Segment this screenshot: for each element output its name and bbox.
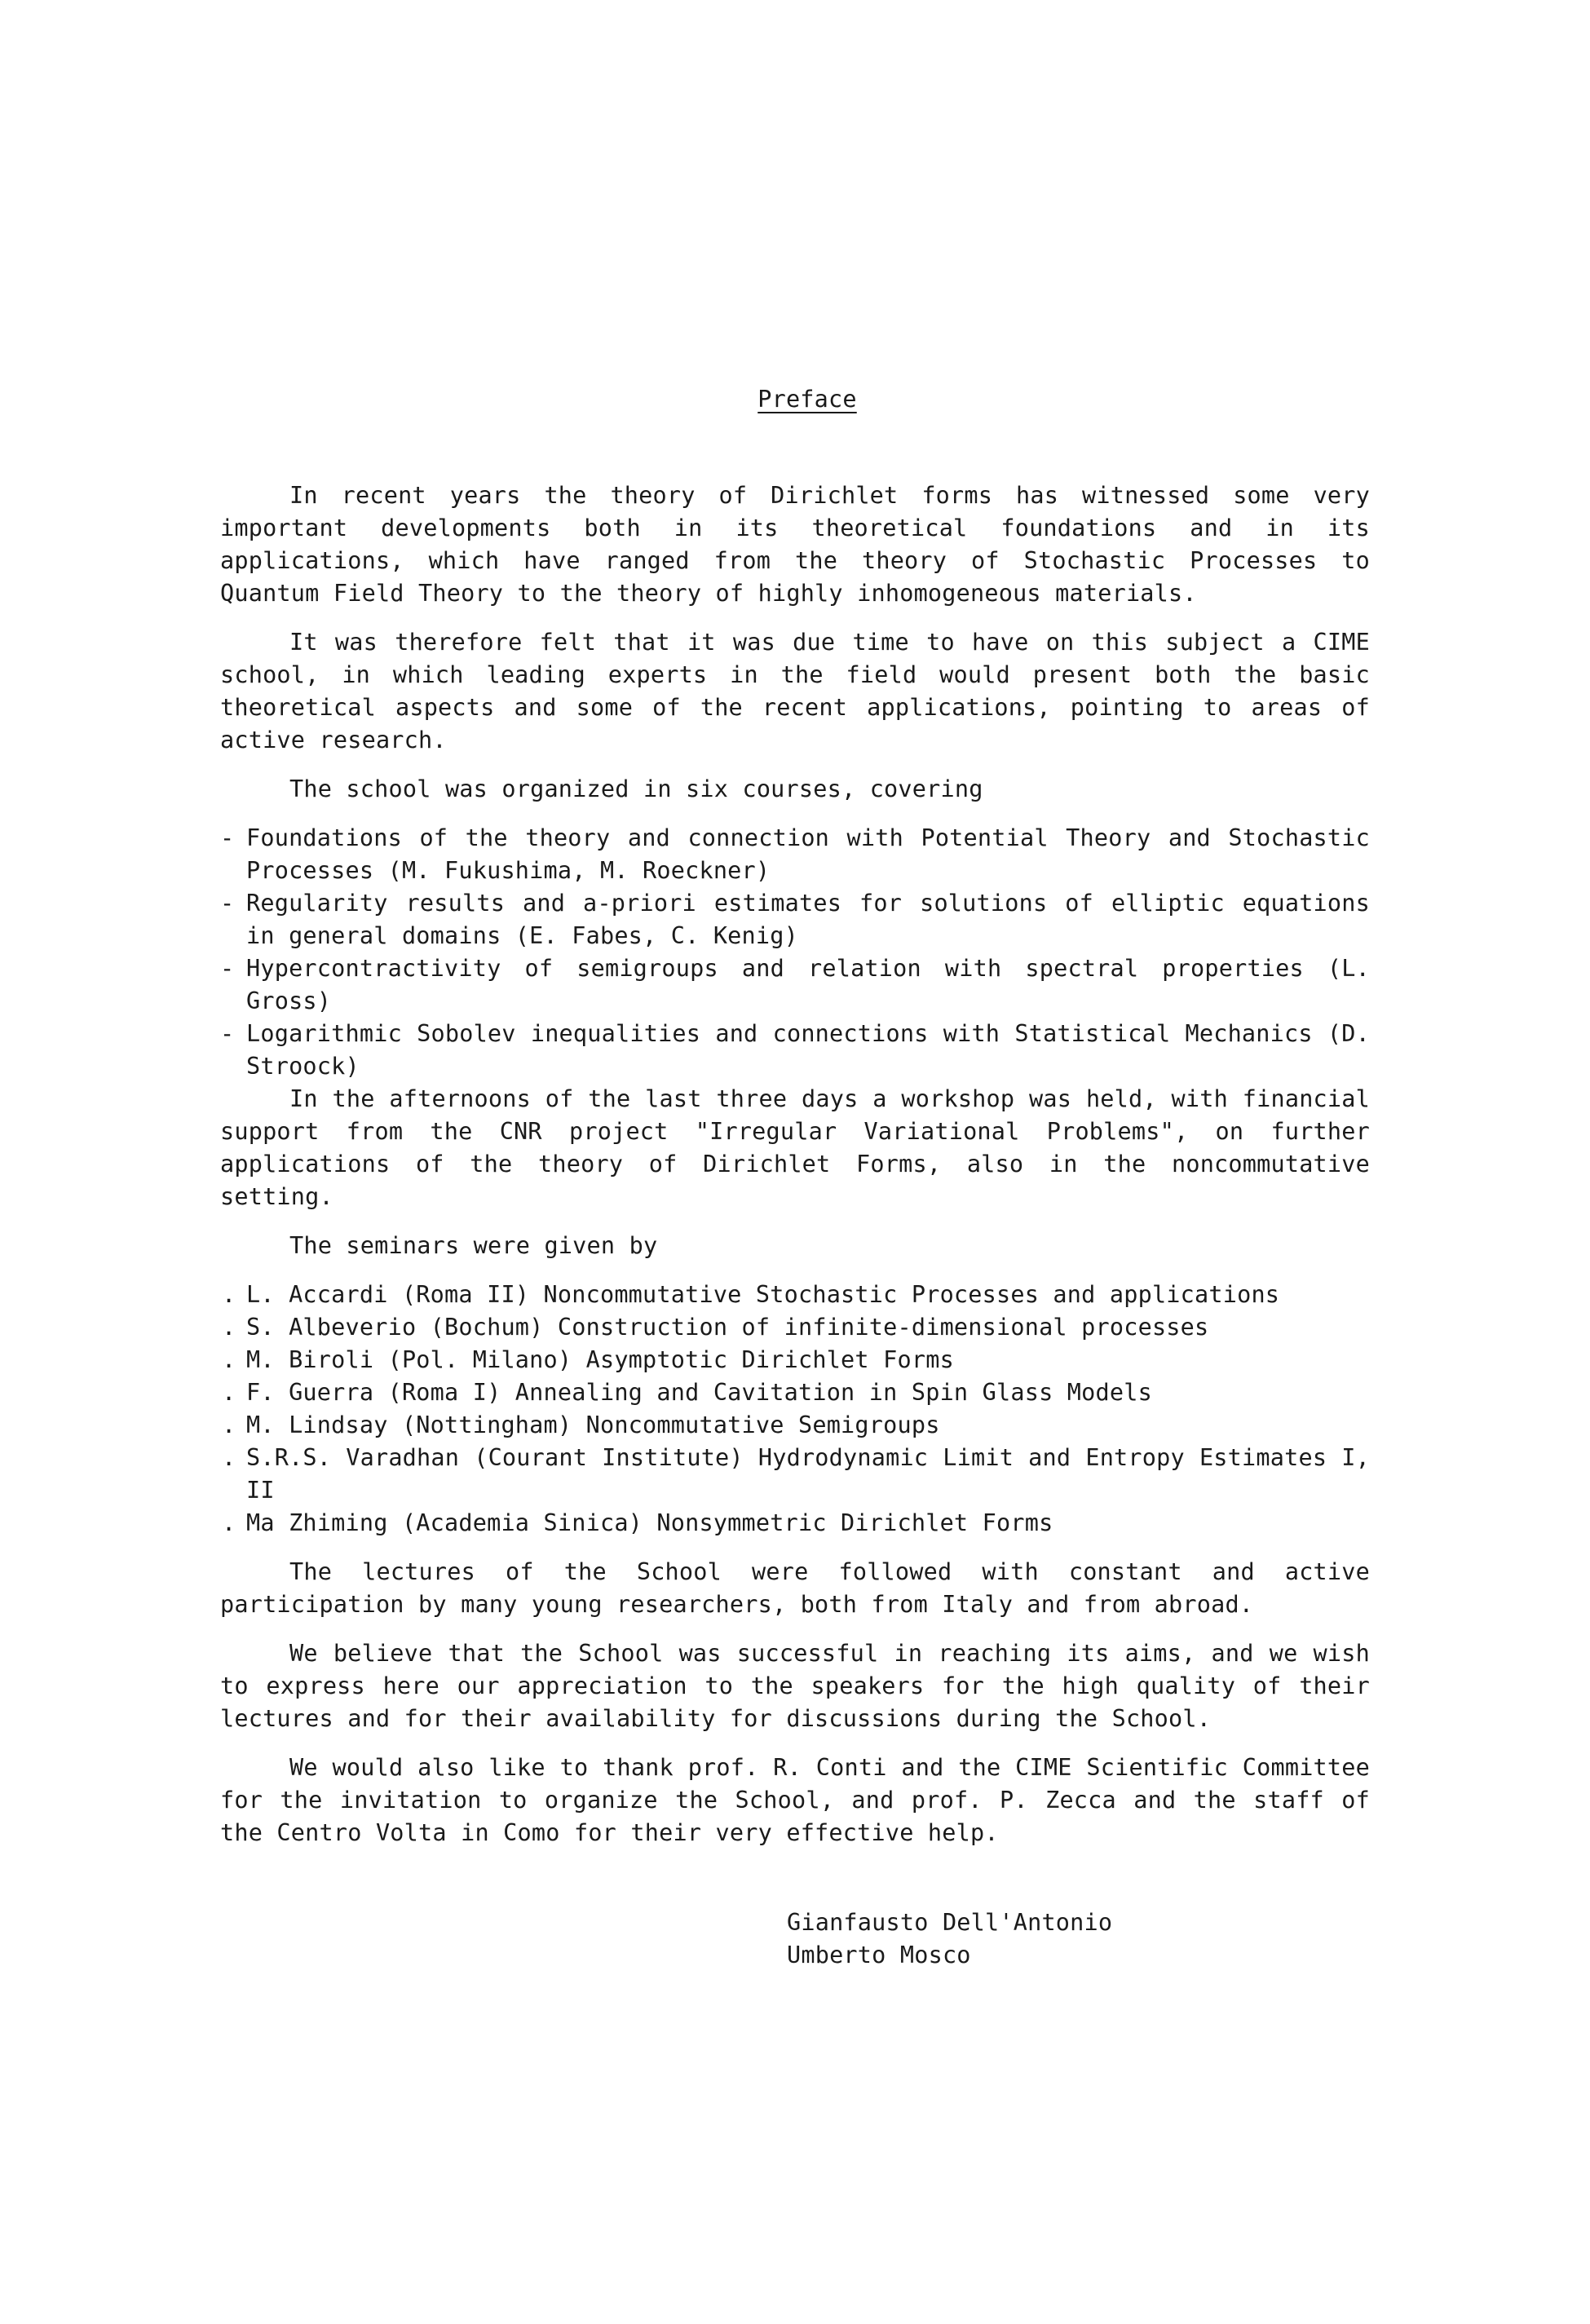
list-item: . Ma Zhiming (Academia Sinica) Nonsymmetric Dirichlet Forms <box>220 1507 1370 1540</box>
list-item: . M. Lindsay (Nottingham) Noncommutative Semigroups <box>220 1409 1370 1442</box>
list-item: . M. Biroli (Pol. Milano) Asymptotic Dirichlet Forms <box>220 1344 1370 1376</box>
list-item: . S. Albeverio (Bochum) Construction of infinite-dimensional processes <box>220 1311 1370 1344</box>
preface-body <box>220 383 1370 1972</box>
signature-name: Umberto Mosco <box>787 1942 971 1968</box>
paragraph-cime-school: It was therefore felt that it was due time to have on this subject a CIME school, in which leading experts in the field would present both the basic theoretical aspects and some of the recent applications, pointing to areas of active research. <box>220 629 1370 753</box>
list-item: - Logarithmic Sobolev inequalities and connections with Statistical Mechanics (D. Stroock) <box>220 1018 1370 1083</box>
paragraph-appreciation: We believe that the School was successful in reaching its aims, and we wish to express here our appreciation to the speakers for the high quality of their lectures and for their availability for discussions during the School. <box>220 1640 1370 1732</box>
list-item: - Hypercontractivity of semigroups and relation with spectral properties (L. Gross) <box>220 952 1370 1018</box>
paragraph-seminars-intro: The seminars were given by <box>289 1232 658 1259</box>
list-item: . F. Guerra (Roma I) Annealing and Cavitation in Spin Glass Models <box>220 1376 1370 1409</box>
course-list <box>220 822 1370 1083</box>
signature-name: Gianfausto Dell'Antonio <box>787 1909 1113 1936</box>
paragraph-intro: In recent years the theory of Dirichlet forms has witnessed some very important developments both in its theoretical foundations and in its applications, which have ranged from the theory of Stochastic Processes to Quantum Field Theory to the theory of highly inhomogeneous materials. <box>220 482 1370 607</box>
paragraph-workshop: In the afternoons of the last three days a workshop was held, with financial support from the CNR project "Irregular Variational Problems", on further applications of the theory of Dirichlet Forms, also in the noncommutative setting. <box>220 1085 1370 1210</box>
list-item: - Foundations of the theory and connection with Potential Theory and Stochastic Processes (M. Fukushima, M. Roeckner) <box>220 822 1370 887</box>
paragraph-participation: The lectures of the School were followed with constant and active participation by many young researchers, both from Italy and from abroad. <box>220 1558 1370 1618</box>
list-item: - Regularity results and a-priori estimates for solutions of elliptic equations in general domains (E. Fabes, C. Kenig) <box>220 887 1370 952</box>
list-item: . S.R.S. Varadhan (Courant Institute) Hydrodynamic Limit and Entropy Estimates I, II <box>220 1442 1370 1507</box>
paragraph-thanks: We would also like to thank prof. R. Conti and the CIME Scientific Committee for the invitation to organize the School, and prof. P. Zecca and the staff of the Centro Volta in Como for their very effective help. <box>220 1754 1370 1846</box>
paragraph-courses-intro: The school was organized in six courses, covering <box>289 775 983 802</box>
list-item: . L. Accardi (Roma II) Noncommutative Stochastic Processes and applications <box>220 1279 1370 1311</box>
signature-block <box>787 1906 1370 1972</box>
seminar-list <box>220 1279 1370 1540</box>
page-title: Preface <box>757 386 857 413</box>
